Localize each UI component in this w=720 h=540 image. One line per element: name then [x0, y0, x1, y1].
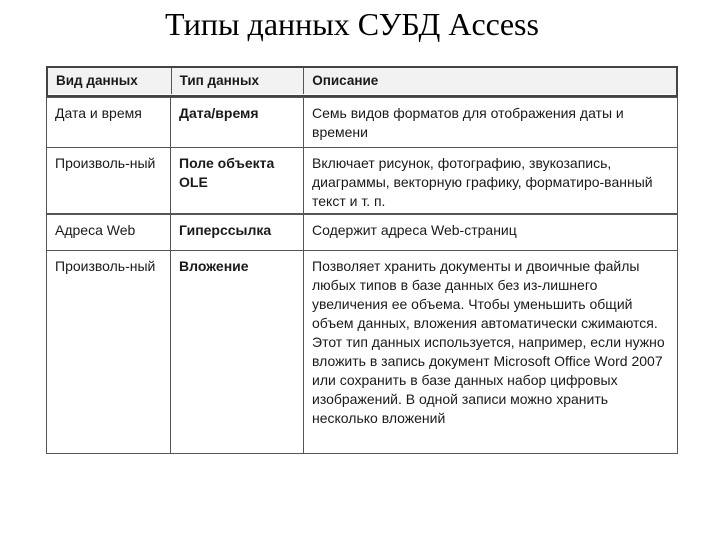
header-description: Описание: [304, 68, 676, 94]
cell-description: Включает рисунок, фотографию, звукозапись, диаграммы, векторную графику, форматиро-ванный текст и т. п.: [312, 155, 653, 209]
cell-description: Содержит адреса Web-страниц: [312, 222, 517, 238]
header-kind: Вид данных: [48, 68, 172, 94]
table-block-1: [46, 97, 678, 214]
table-row: [47, 215, 677, 250]
header-row: [48, 68, 676, 94]
cell-description: Позволяет хранить документы и двоичные файлы любых типов в базе данных без из-лишнего увеличения ее объема. Чтобы уменьшить общий объем данных, вложения автоматически сжимаются. Этот тип данных используется, например, если нужно вложить в запись документ Microsoft Office Word 2007 или сохранить в базе данных набор цифровых изображений. В одной записи можно хранить несколько вложений: [312, 258, 665, 426]
cell-type: Гиперссылка: [171, 215, 304, 250]
table-row: [47, 98, 677, 147]
cell-kind: Произволь-ный: [47, 148, 171, 213]
cell-type: Вложение: [171, 251, 304, 453]
cell-kind: Дата и время: [47, 98, 171, 147]
table-row: [47, 147, 677, 213]
cell-type: Дата/время: [171, 98, 304, 147]
page-title: Типы данных СУБД Access: [165, 6, 539, 42]
table-header: [46, 66, 678, 97]
table-block-2: [46, 214, 678, 454]
cell-type: Поле объекта OLE: [171, 148, 304, 213]
cell-kind: Произволь-ный: [47, 251, 171, 453]
table-row: [47, 250, 677, 453]
cell-kind: Адреса Web: [47, 215, 171, 250]
cell-description: Семь видов форматов для отображения даты и времени: [312, 105, 624, 140]
header-type: Тип данных: [172, 68, 305, 94]
